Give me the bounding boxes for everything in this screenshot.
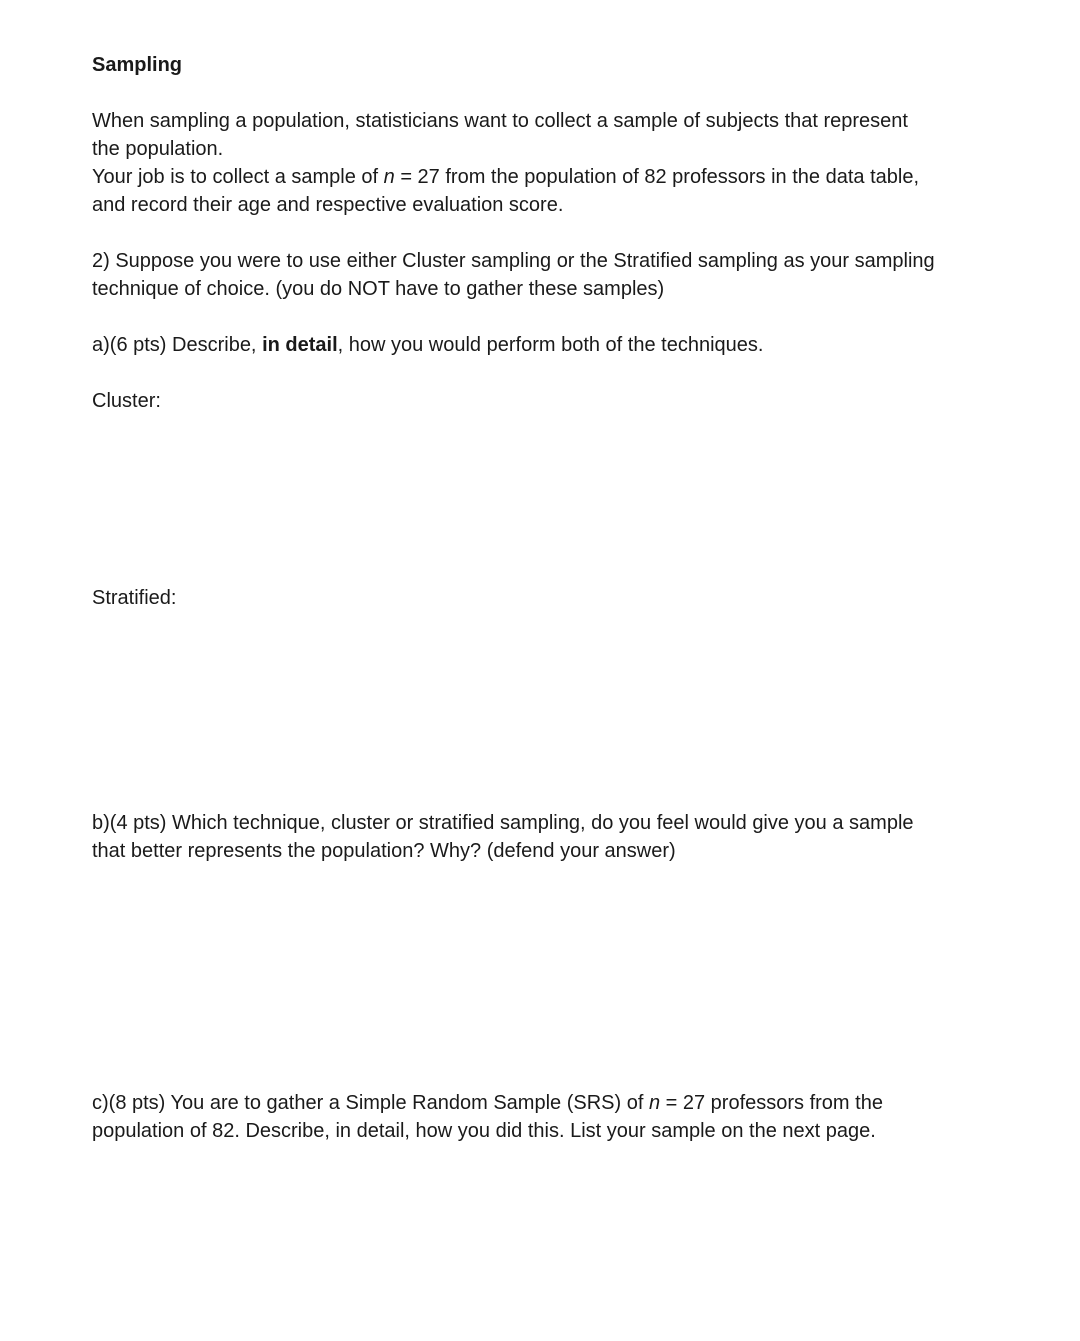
question-2c — [92, 1089, 992, 1145]
intro-line-1: When sampling a population, statisticians want to collect a sample of subjects that represent — [92, 110, 908, 132]
question-2c-line-2: population of 82. Describe, in detail, how you did this. List your sample on the next page. — [92, 1120, 876, 1142]
question-2a — [92, 331, 992, 359]
intro-line-4: and record their age and respective evaluation score. — [92, 194, 564, 216]
stratified-label: Stratified: — [92, 587, 177, 609]
question-2a-post: , how you would perform both of the techniques. — [337, 334, 764, 356]
sample-size-variable: n — [383, 166, 395, 188]
question-2a-pre: a)(6 pts) Describe, — [92, 334, 263, 356]
question-2b-line-2: that better represents the population? Why? (defend your answer) — [92, 840, 676, 862]
question-2a-emphasis: in detail — [262, 334, 338, 356]
question-2b-line-1: b)(4 pts) Which technique, cluster or stratified sampling, do you feel would give you a sample — [92, 812, 914, 834]
question-2 — [92, 247, 992, 303]
intro-line-2: the population. — [92, 138, 224, 160]
section-title: Sampling — [92, 54, 183, 76]
intro-line-3 — [92, 163, 992, 191]
srs-sample-size-variable: n — [648, 1092, 661, 1114]
cluster-label: Cluster: — [92, 390, 161, 412]
question-2c-line-1-pre: c)(8 pts) You are to gather a Simple Random Sample (SRS) of — [92, 1092, 649, 1114]
intro-line-3-post: = 27 from the population of 82 professors in the data table, — [394, 166, 919, 188]
intro-line-3-pre: Your job is to collect a sample of — [92, 166, 384, 188]
question-2-line-2: technique of choice. (you do NOT have to gather these samples) — [92, 278, 665, 300]
question-2c-line-1 — [92, 1089, 992, 1117]
question-2c-line-1-post: = 27 professors from the — [660, 1092, 883, 1114]
question-2-line-1: 2) Suppose you were to use either Cluster sampling or the Stratified sampling as your sampling — [92, 250, 935, 272]
intro-paragraph — [92, 107, 992, 219]
question-2b — [92, 809, 992, 865]
